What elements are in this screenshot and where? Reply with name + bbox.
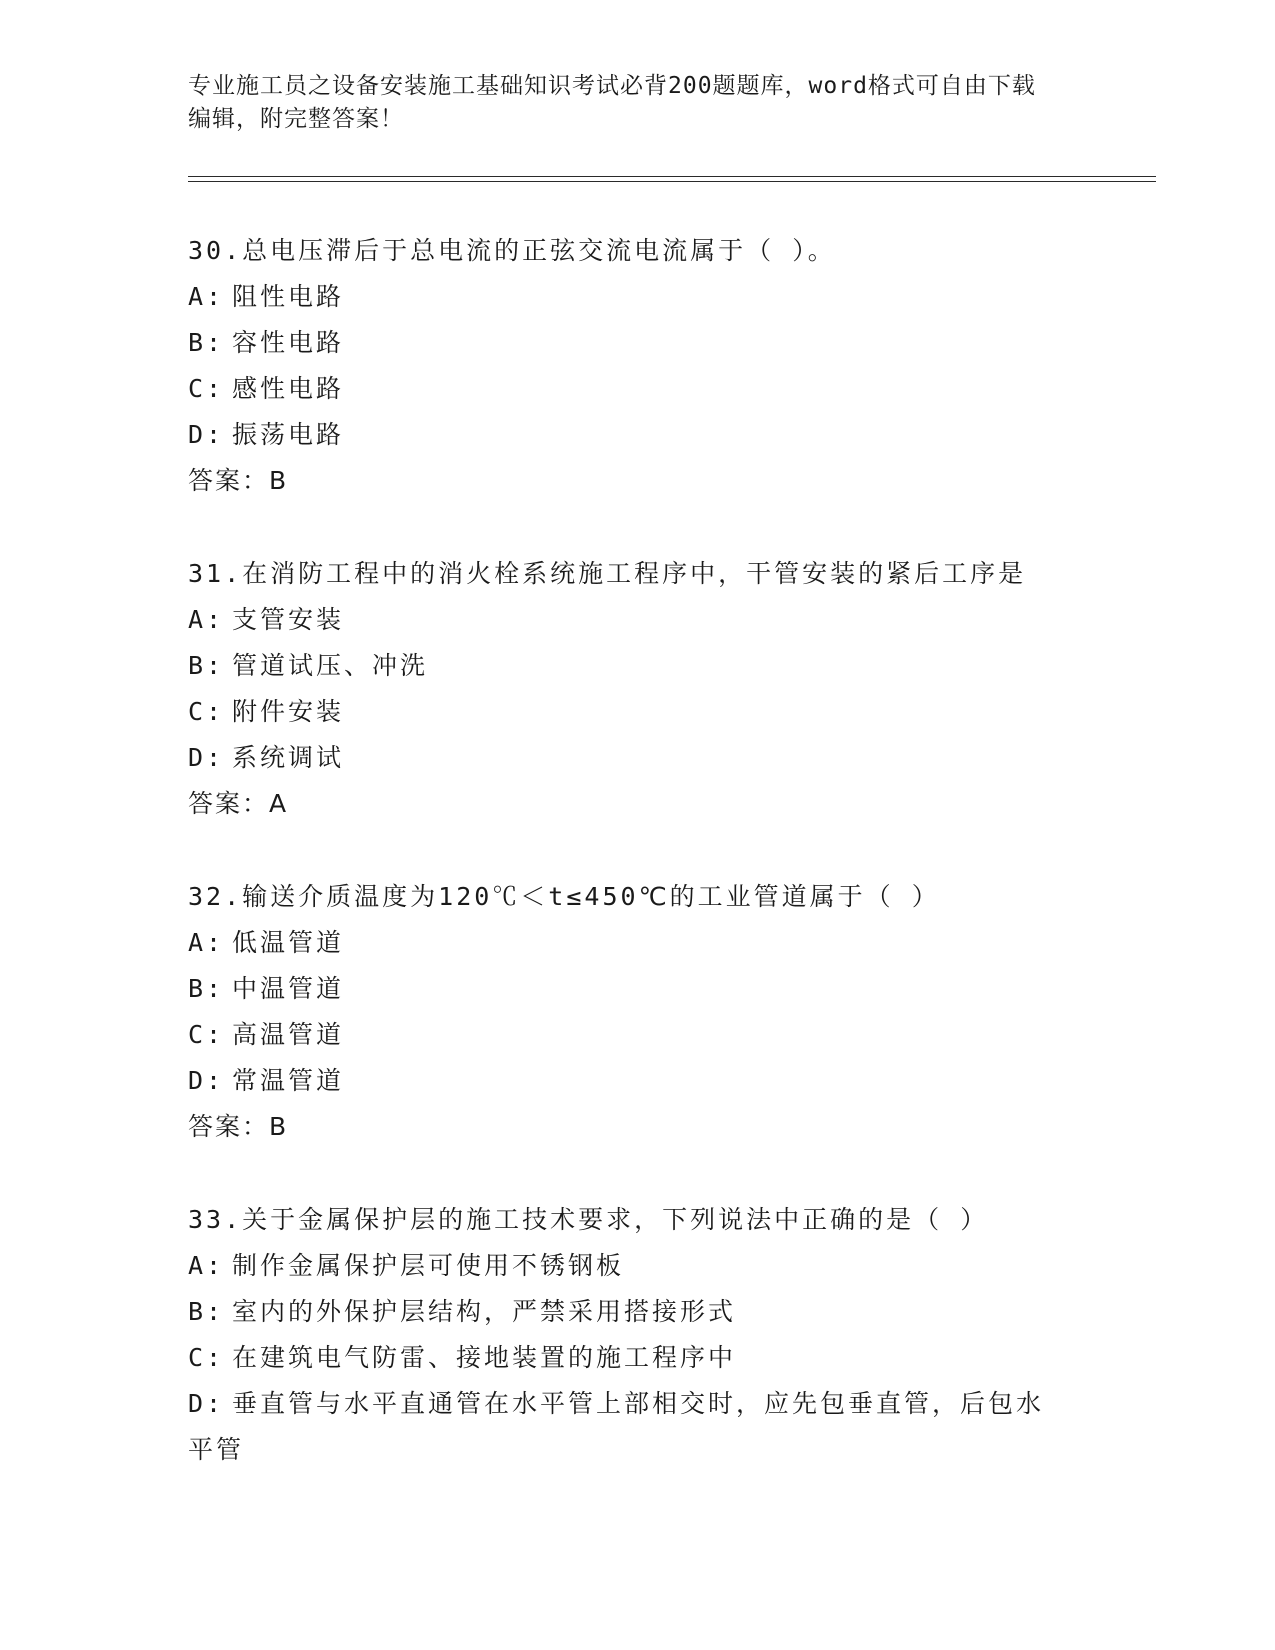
question-32 — [188, 874, 1088, 1150]
question-33 — [188, 1197, 1088, 1473]
option-a — [188, 274, 1088, 320]
question-stem: 33.关于金属保护层的施工技术要求，下列说法中正确的是（ ） — [188, 1205, 989, 1234]
option-letter: C: — [188, 1020, 225, 1049]
option-text: 高温管道 — [232, 1020, 345, 1049]
option-letter: A: — [188, 282, 225, 311]
option-c — [188, 366, 1088, 412]
option-text: 室内的外保护层结构，严禁采用搭接形式 — [232, 1297, 737, 1326]
option-text: 振荡电路 — [232, 420, 345, 449]
answer: 答案：A — [188, 789, 289, 818]
option-text: 制作金属保护层可使用不锈钢板 — [232, 1251, 625, 1280]
option-text: 垂直管与水平直通管在水平管上部相交时，应先包垂直管，后包水 — [232, 1389, 1045, 1418]
option-d — [188, 735, 1088, 781]
option-letter: D: — [188, 743, 225, 772]
question-31 — [188, 551, 1088, 827]
option-d — [188, 1058, 1088, 1104]
option-text: 附件安装 — [232, 697, 345, 726]
option-text: 管道试压、冲洗 — [232, 651, 429, 680]
option-letter: A: — [188, 928, 225, 957]
option-letter: C: — [188, 697, 225, 726]
option-b — [188, 1289, 1088, 1335]
option-b — [188, 320, 1088, 366]
question-stem: 32.输送介质温度为120℃＜t≤450℃的工业管道属于（ ） — [188, 882, 940, 911]
option-letter: D: — [188, 1066, 225, 1095]
option-letter: C: — [188, 1343, 225, 1372]
option-letter: A: — [188, 605, 225, 634]
option-a — [188, 920, 1088, 966]
option-b — [188, 643, 1088, 689]
option-text: 在建筑电气防雷、接地装置的施工程序中 — [232, 1343, 737, 1372]
option-letter: B: — [188, 1297, 225, 1326]
header-divider-top — [188, 176, 1156, 177]
option-d — [188, 412, 1088, 458]
option-text: 低温管道 — [232, 928, 345, 957]
question-30 — [188, 228, 1088, 504]
option-d-continuation: 平管 — [188, 1435, 245, 1464]
header-title-line-1: 专业施工员之设备安装施工基础知识考试必背200题题库，word格式可自由下载 — [188, 73, 1036, 99]
answer: 答案：B — [188, 1112, 289, 1141]
option-c — [188, 689, 1088, 735]
option-letter: B: — [188, 328, 225, 357]
option-letter: D: — [188, 420, 225, 449]
option-text: 感性电路 — [232, 374, 345, 403]
option-letter: A: — [188, 1251, 225, 1280]
option-a — [188, 597, 1088, 643]
document-header — [188, 70, 1088, 136]
option-text: 支管安装 — [232, 605, 345, 634]
option-d — [188, 1381, 1088, 1427]
option-letter: C: — [188, 374, 225, 403]
option-c — [188, 1012, 1088, 1058]
option-text: 阻性电路 — [232, 282, 345, 311]
option-b — [188, 966, 1088, 1012]
option-a — [188, 1243, 1088, 1289]
option-letter: B: — [188, 651, 225, 680]
question-stem: 30.总电压滞后于总电流的正弦交流电流属于（ ）。 — [188, 236, 836, 265]
option-text: 系统调试 — [232, 743, 345, 772]
option-letter: B: — [188, 974, 225, 1003]
header-divider-bottom — [188, 181, 1156, 182]
answer: 答案：B — [188, 466, 289, 495]
question-stem: 31.在消防工程中的消火栓系统施工程序中，干管安装的紧后工序是 — [188, 559, 1027, 588]
option-text: 中温管道 — [232, 974, 345, 1003]
option-letter: D: — [188, 1389, 225, 1418]
option-text: 容性电路 — [232, 328, 345, 357]
option-text: 常温管道 — [232, 1066, 345, 1095]
option-c — [188, 1335, 1088, 1381]
header-title-line-2: 编辑，附完整答案！ — [188, 106, 404, 132]
